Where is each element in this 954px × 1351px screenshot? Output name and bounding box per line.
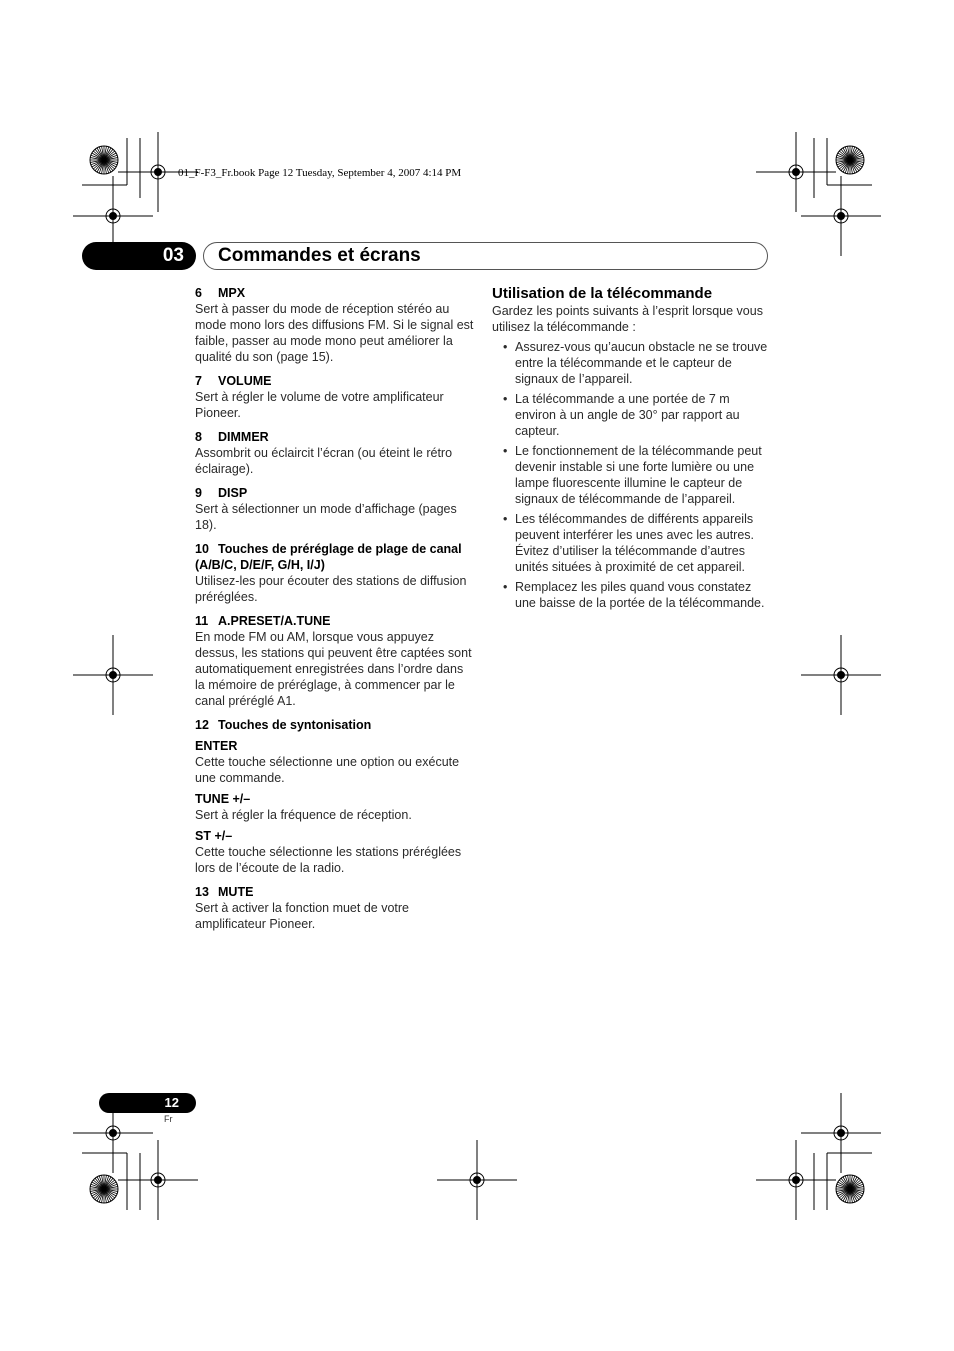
entry-number: 9 <box>195 486 202 500</box>
chapter-title-bar <box>203 242 768 270</box>
registration-mark-icon <box>801 1093 881 1173</box>
entry-title: DIMMER <box>218 430 269 444</box>
left-column <box>195 285 475 940</box>
sub-entry-enter <box>195 738 475 786</box>
entry-text: Sert à passer du mode de réception stéréo au mode mono lors des diffusions FM. Si le signal est faible, passer au mode mono peut améliorer la qualité du son (page 15). <box>195 302 474 364</box>
entry-apreset <box>195 613 475 709</box>
entry-text: En mode FM ou AM, lorsque vous appuyez dessus, les stations qui peuvent être captées sont automatiquement enregistrées dans l’ordre dans la mémoire de préréglage, à commencer par le canal préréglé A1. <box>195 630 472 708</box>
chapter-number-tab: 03 <box>82 242 196 270</box>
list-item: • Les télécommandes de différents appareils peuvent interférer les unes avec les autres. Évitez d’utiliser la télécommande d’autres unités situées à proximité de cet appareil. <box>503 512 755 574</box>
registration-rosette-icon <box>90 146 118 174</box>
bullet-icon: • <box>503 444 508 458</box>
bullet-icon: • <box>503 512 508 526</box>
entry-heading <box>195 717 475 733</box>
entry-text: Sert à sélectionner un mode d’affichage (pages 18). <box>195 502 457 532</box>
section-intro: Gardez les points suivants à l’esprit lorsque vous utilisez la télécommande : <box>492 304 763 334</box>
registration-mark-icon <box>118 1140 198 1220</box>
section-title: Utilisation de la télécommande <box>492 285 713 302</box>
sub-entry-text: Cette touche sélectionne une option ou exécute une commande. <box>195 755 460 785</box>
page-number: 12 <box>99 1093 196 1113</box>
entry-title: Touches de préréglage de plage de canal (A/B/C, D/E/F, G/H, I/J) <box>195 542 462 572</box>
bullet-icon: • <box>503 580 508 594</box>
list-item: • La télécommande a une portée de 7 m environ à un angle de 30° par rapport au capteur. <box>503 392 740 438</box>
entry-text: Assombrit ou éclaircit l’écran (ou éteint le rétro éclairage). <box>195 446 453 476</box>
registration-mark-icon <box>73 635 153 715</box>
bullet-icon: • <box>503 340 508 354</box>
sub-entry-st <box>195 828 475 876</box>
entry-title: MUTE <box>218 885 254 899</box>
registration-rosette-icon <box>836 146 864 174</box>
entry-text: Utilisez-les pour écouter des stations de diffusion préréglées. <box>195 574 467 604</box>
chapter-title: Commandes et écrans <box>218 245 421 266</box>
entry-title: VOLUME <box>218 374 272 388</box>
entry-number: 11 <box>195 614 209 628</box>
page-language: Fr <box>164 1114 173 1124</box>
entry-dimmer <box>195 429 475 477</box>
entry-mpx <box>195 285 475 365</box>
entry-heading <box>195 285 475 301</box>
sub-entry-text: Sert à régler la fréquence de réception. <box>195 808 412 822</box>
entry-title: DISP <box>218 486 248 500</box>
entry-heading <box>195 884 475 900</box>
entry-number: 10 <box>195 542 209 556</box>
sub-entry-title: ENTER <box>195 739 238 753</box>
list-item: • Assurez-vous qu’aucun obstacle ne se trouve entre la télécommande et le capteur de signaux de l’appareil. <box>503 340 768 386</box>
registration-mark-icon <box>756 1140 836 1220</box>
entry-heading <box>195 541 475 573</box>
sub-entry-tune <box>195 791 475 823</box>
registration-rosette-icon <box>90 1175 118 1203</box>
entry-title: Touches de syntonisation <box>218 718 372 732</box>
entry-text: Sert à activer la fonction muet de votre amplificateur Pioneer. <box>195 901 409 931</box>
entry-mute <box>195 884 475 932</box>
entry-number: 7 <box>195 374 202 388</box>
entry-number: 12 <box>195 718 209 732</box>
sub-entry-title: ST +/– <box>195 829 233 843</box>
entry-text: Sert à régler le volume de votre amplificateur Pioneer. <box>195 390 444 420</box>
registration-mark-icon <box>801 176 881 256</box>
entry-number: 13 <box>195 885 209 899</box>
entry-number: 6 <box>195 286 202 300</box>
registration-mark-icon <box>801 635 881 715</box>
print-slug: 01_F-F3_Fr.book Page 12 Tuesday, September 4, 2007 4:14 PM <box>178 167 462 179</box>
list-item: • Remplacez les piles quand vous constatez une baisse de la portée de la télécommande. <box>503 580 765 610</box>
entry-heading <box>195 429 475 445</box>
entry-number: 8 <box>195 430 202 444</box>
entry-volume <box>195 373 475 421</box>
entry-preset-keys <box>195 541 475 605</box>
sub-entry-text: Cette touche sélectionne les stations préréglées lors de l’écoute de la radio. <box>195 845 462 875</box>
entry-heading <box>195 613 475 629</box>
entry-title: A.PRESET/A.TUNE <box>218 614 331 628</box>
entry-heading <box>195 485 475 501</box>
entry-title: MPX <box>218 286 246 300</box>
bullet-list <box>492 339 772 611</box>
right-column <box>492 285 772 615</box>
entry-heading <box>195 373 475 389</box>
list-item: • Le fonctionnement de la télécommande peut devenir instable si une forte lumière ou une lampe fluorescente illumine le capteur de signaux de télécommande de l’appareil. <box>503 444 762 506</box>
registration-rosette-icon <box>836 1175 864 1203</box>
bullet-icon: • <box>503 392 508 406</box>
registration-mark-icon <box>437 1140 517 1220</box>
entry-disp <box>195 485 475 533</box>
registration-mark-icon <box>756 132 836 212</box>
entry-tuning-keys <box>195 717 475 876</box>
sub-entry-title: TUNE +/– <box>195 792 251 806</box>
